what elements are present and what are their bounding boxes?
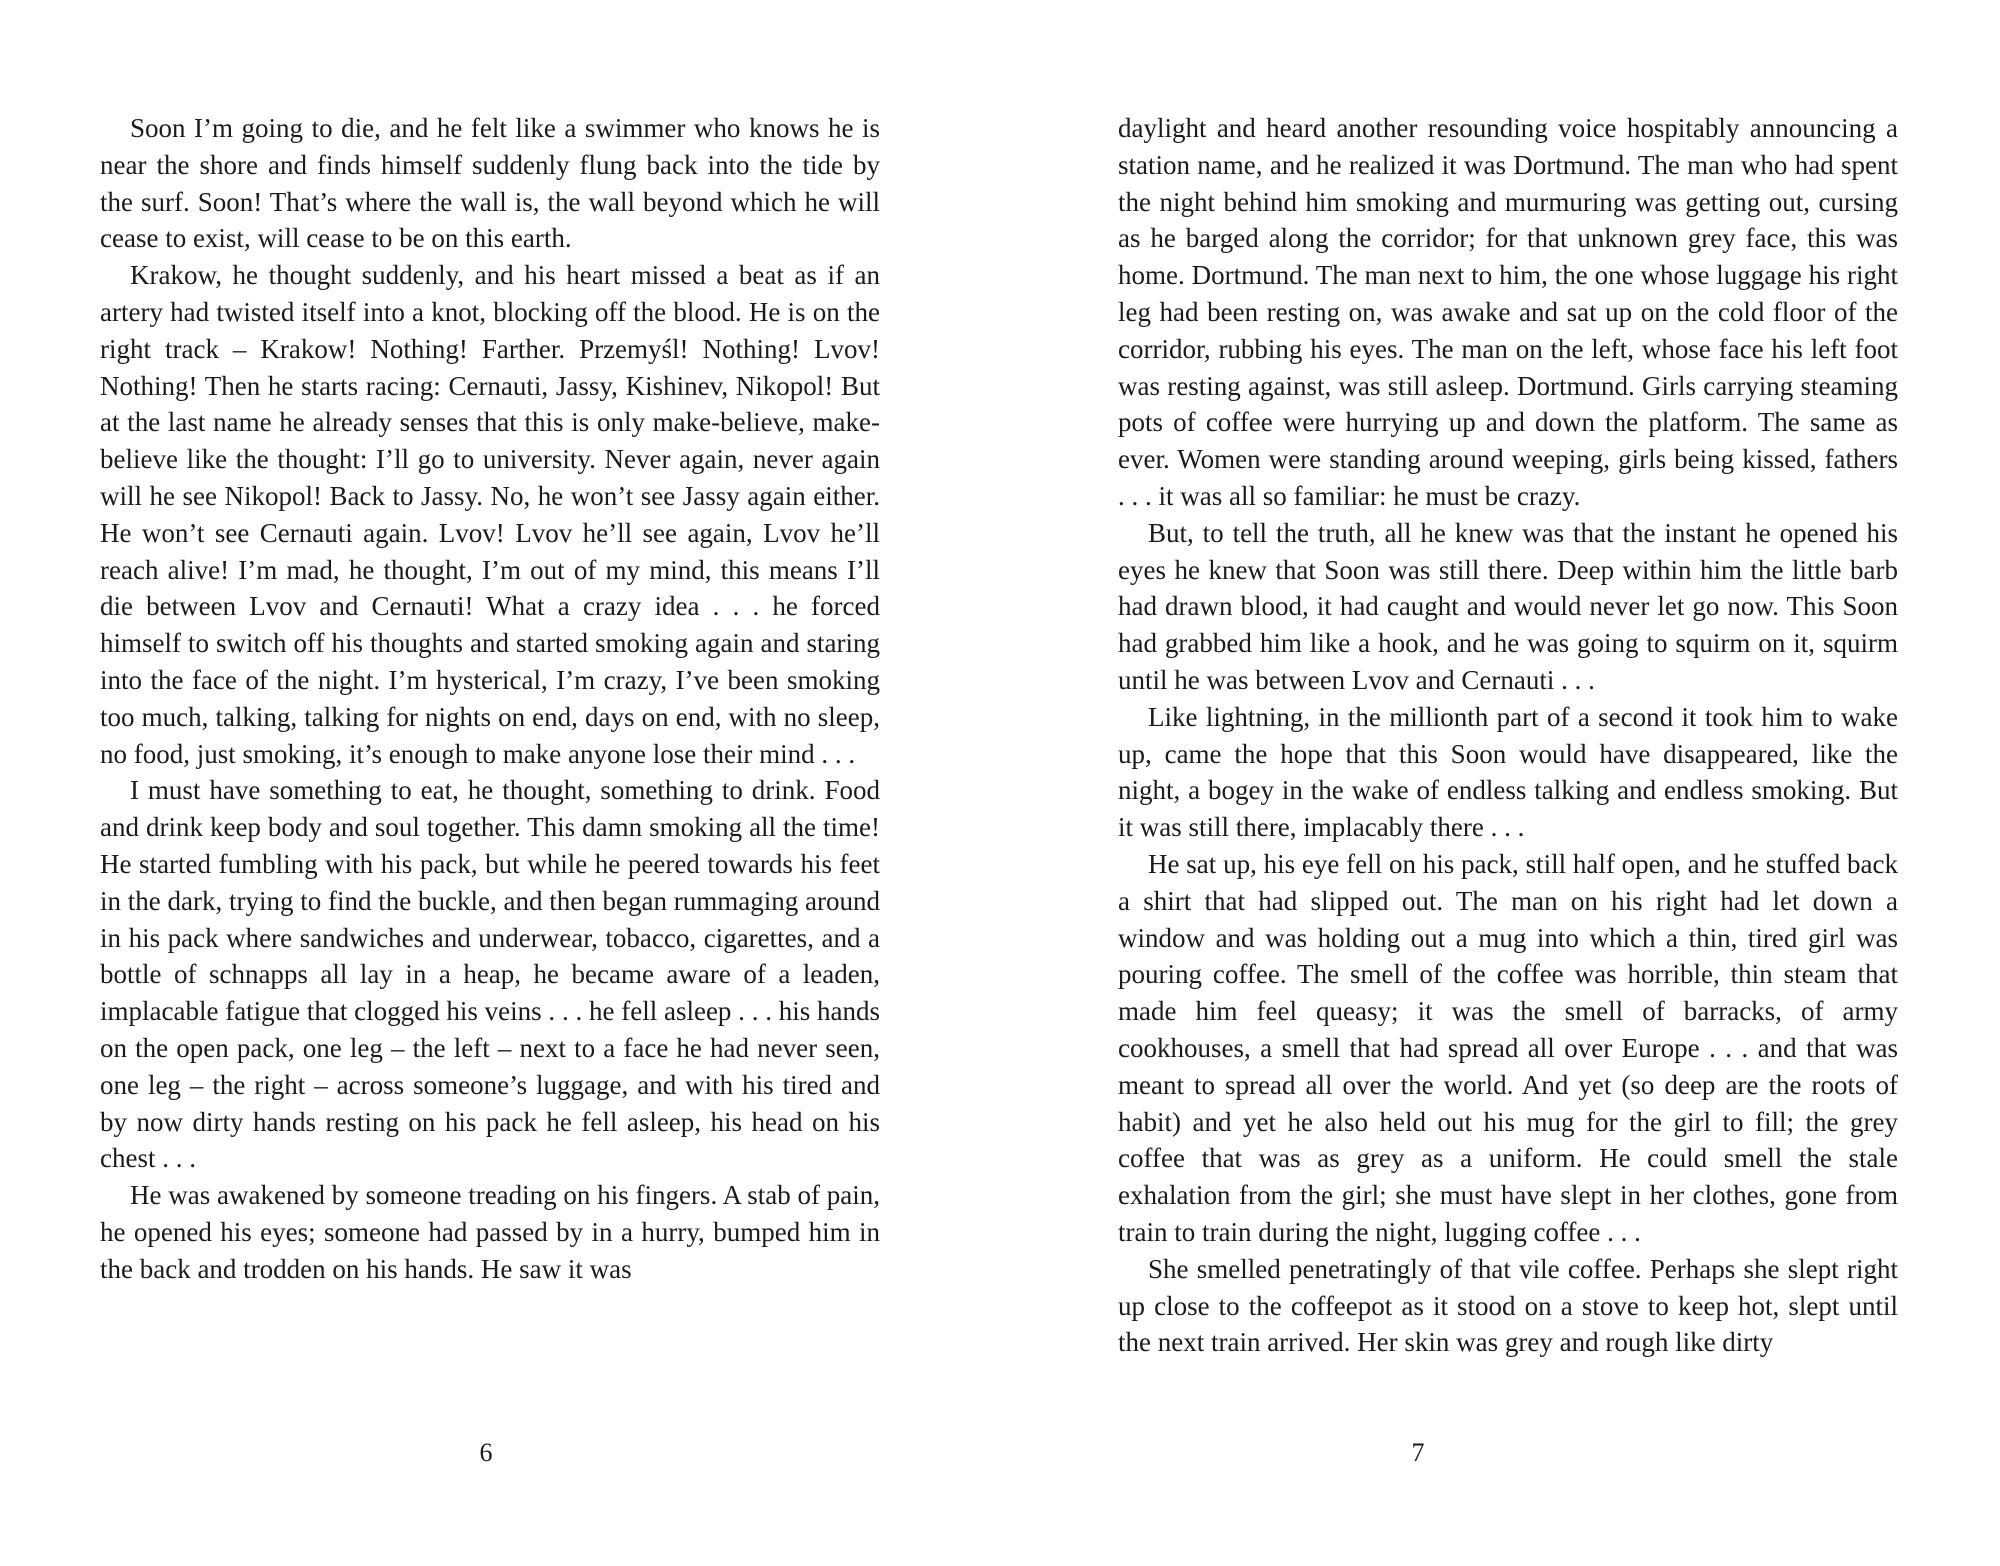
paragraph: Like lightning, in the millionth part of a second it took him to wake up, came the hope that this Soon would have disappeared, like the night, a bogey in the wake of endless talking and endless smoking. But it was still there, implacably there . . . <box>1118 701 1898 843</box>
page-number: 7 <box>1411 1438 1425 1467</box>
paragraph: daylight and heard another resounding voice hospitably announcing a station name, and he realized it was Dortmund. The man who had spent the night behind him smoking and murmuring was getting out, cursing as he barged along the corridor; for that unknown grey face, this was home. Dortmund. The man next to him, the one whose luggage his right leg had been resting on, was awake and sat up on the cold floor of the corridor, rubbing his eyes. The man on the left, whose face his left foot was resting against, was still asleep. Dortmund. Girls carrying steaming pots of coffee were hurrying up and down the platform. The same as ever. Women were standing around weeping, girls being kissed, fathers . . . it was all so familiar: he must be crazy. <box>1118 113 1898 511</box>
left-page <box>100 110 880 1510</box>
paragraph: Soon I’m going to die, and he felt like a swimmer who knows he is near the shore and finds himself suddenly flung back into the tide by the surf. Soon! That’s where the wall is, the wall beyond which he will cease to exist, will cease to be on this earth. <box>100 113 880 254</box>
paragraph: Krakow, he thought suddenly, and his heart missed a beat as if an artery had twisted itself into a knot, blocking off the blood. He is on the right track – Krakow! Nothing! Farther. Przemyśl! Nothing! Lvov! Nothing! Then he starts racing: Cernauti, Jassy, Kishinev, Nikopol! But at the last name he already senses that this is only make-believe, make-believe like the thought: I’ll go to university. Never again, never again will he see Nikopol! Back to Jassy. No, he won’t see Jassy again either. He won’t see Cernauti again. Lvov! Lvov he’ll see again, Lvov he’ll reach alive! I’m mad, he thought, I’m out of my mind, this means I’ll die between Lvov and Cernauti! What a crazy idea . . . he forced himself to switch off his thoughts and started smoking again and staring into the face of the night. I’m hysterical, I’m crazy, I’ve been smoking too much, talking, talking for nights on end, days on end, with no sleep, no food, just smoking, it’s enough to make anyone lose their mind . . . <box>100 260 880 769</box>
right-page-text <box>1118 110 1898 1361</box>
page-number: 6 <box>479 1438 493 1467</box>
paragraph: But, to tell the truth, all he knew was that the instant he opened his eyes he knew that Soon was still there. Deep within him the little barb had drawn blood, it had caught and would never let go now. This Soon had grabbed him like a hook, and he was going to squirm on it, squirm until he was between Lvov and Cernauti . . . <box>1118 517 1898 695</box>
paragraph: I must have something to eat, he thought, something to drink. Food and drink keep body and soul together. This damn smoking all the time! He started fumbling with his pack, but while he peered towards his feet in the dark, trying to find the buckle, and then began rummaging around in his pack where sandwiches and underwear, tobacco, cigarettes, and a bottle of schnapps all lay in a heap, he became aware of a leaden, implacable fatigue that clogged his veins . . . he fell asleep . . . his hands on the open pack, one leg – the left – next to a face he had never seen, one leg – the right – across someone’s luggage, and with his tired and by now dirty hands resting on his pack he fell asleep, his head on his chest . . . <box>100 775 880 1174</box>
left-page-text <box>100 110 880 1288</box>
right-page <box>1118 110 1898 1510</box>
paragraph: He was awakened by someone treading on his fingers. A stab of pain, he opened his eyes; someone had passed by in a hurry, bumped him in the back and trodden on his hands. He saw it was <box>100 1180 880 1284</box>
paragraph: She smelled penetratingly of that vile coffee. Perhaps she slept right up close to the coffeepot as it stood on a stove to keep hot, slept until the next train arrived. Her skin was grey and rough like dirty <box>1118 1253 1898 1358</box>
paragraph: He sat up, his eye fell on his pack, still half open, and he stuffed back a shirt that had slipped out. The man on his right had let down a window and was holding out a mug into which a thin, tired girl was pouring coffee. The smell of the coffee was horrible, thin steam that made him feel queasy; it was the smell of barracks, of army cookhouses, a smell that had spread all over Europe . . . and that was meant to spread all over the world. And yet (so deep are the roots of habit) and yet he also held out his mug for the girl to fill; the grey coffee that was as grey as a uniform. He could smell the stale exhalation from the girl; she must have slept in her clothes, gone from train to train during the night, lugging coffee . . . <box>1118 848 1898 1247</box>
